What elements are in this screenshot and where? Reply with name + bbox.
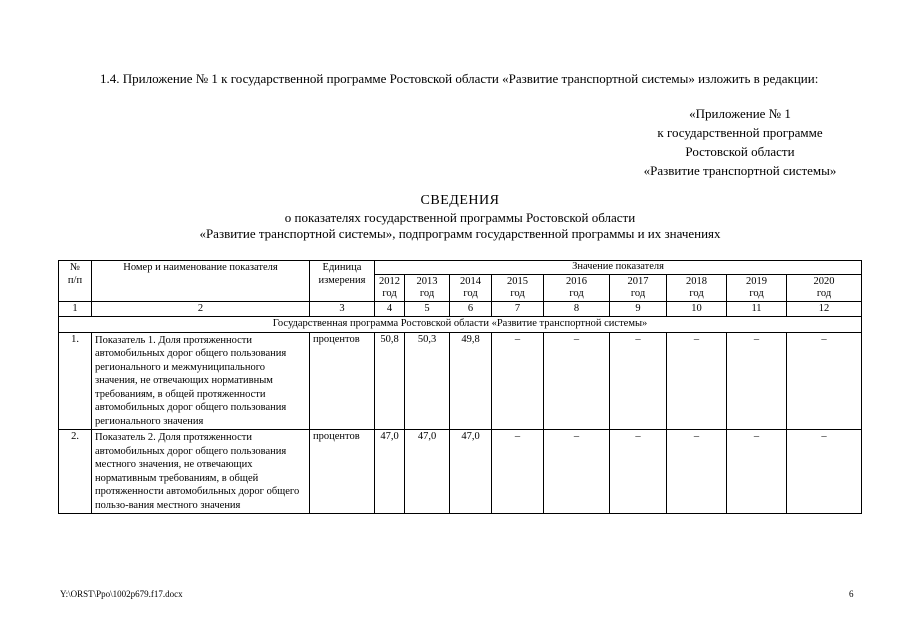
header-num: № п/п: [59, 261, 92, 302]
row-value: 47,0: [450, 430, 492, 514]
row-value: 50,8: [375, 332, 405, 430]
row-value: 47,0: [375, 430, 405, 514]
footer-file-path: Y:\ORST\Ppo\1002p679.f17.docx: [60, 589, 183, 599]
annex-line: Ростовской области: [685, 144, 795, 159]
row-unit: процентов: [310, 332, 375, 430]
annex-line: «Приложение № 1: [689, 106, 791, 121]
header-year: 2015 год: [492, 274, 544, 301]
row-value: –: [787, 430, 862, 514]
row-value: –: [492, 430, 544, 514]
document-title: [60, 193, 860, 242]
table-row: [59, 332, 862, 430]
column-number: 1: [59, 301, 92, 317]
column-number: 8: [544, 301, 610, 317]
title-line-2: о показателях государственной программы Ростовской области: [284, 210, 636, 225]
row-value: –: [492, 332, 544, 430]
column-number: 12: [787, 301, 862, 317]
column-number: 5: [405, 301, 450, 317]
row-value: –: [610, 430, 667, 514]
column-number: 3: [310, 301, 375, 317]
header-values-group: Значение показателя: [375, 261, 862, 275]
header-year: 2012 год: [375, 274, 405, 301]
row-value: –: [727, 430, 787, 514]
row-value: –: [787, 332, 862, 430]
column-number: 9: [610, 301, 667, 317]
header-year: 2014 год: [450, 274, 492, 301]
row-value: –: [544, 332, 610, 430]
row-value: 49,8: [450, 332, 492, 430]
header-year: 2017 год: [610, 274, 667, 301]
row-value: –: [667, 430, 727, 514]
column-number: 4: [375, 301, 405, 317]
section-row: [59, 317, 862, 333]
column-numbers-row: [59, 301, 862, 317]
annex-line: к государственной программе: [657, 125, 823, 140]
row-unit: процентов: [310, 430, 375, 514]
header-year: 2018 год: [667, 274, 727, 301]
intro-paragraph: 1.4. Приложение № 1 к государственной программе Ростовской области «Развитие транспортной системы» изложить в редакции:: [100, 71, 819, 86]
annex-line: «Развитие транспортной системы»: [643, 163, 837, 178]
annex-header: [600, 104, 880, 180]
table-row: [59, 430, 862, 514]
row-value: 47,0: [405, 430, 450, 514]
header-year: 2013 год: [405, 274, 450, 301]
section-title: Государственная программа Ростовской области «Развитие транспортной системы»: [59, 317, 862, 333]
row-value: –: [667, 332, 727, 430]
column-number: 7: [492, 301, 544, 317]
row-name: Показатель 1. Доля протяженности автомобильных дорог общего пользования регионального и межмуниципального значения, не отвечающих нормативным требованиям, в общей протяженности автомобильных дорог общего пользования регионального значения: [92, 332, 310, 430]
header-year: 2019 год: [727, 274, 787, 301]
indicators-table: [58, 260, 862, 514]
header-year: 2020 год: [787, 274, 862, 301]
footer-page-number: 6: [849, 589, 854, 599]
column-number: 10: [667, 301, 727, 317]
row-value: –: [610, 332, 667, 430]
header-name: Номер и наименование показателя: [92, 261, 310, 302]
table-header-row: [59, 261, 862, 275]
header-year: 2016 год: [544, 274, 610, 301]
row-value: –: [544, 430, 610, 514]
row-num: 2.: [59, 430, 92, 514]
header-unit: Единица измерения: [310, 261, 375, 302]
title-line-3: «Развитие транспортной системы», подпрограмм государственной программы и их значениях: [199, 226, 721, 241]
column-number: 2: [92, 301, 310, 317]
column-number: 11: [727, 301, 787, 317]
row-value: –: [727, 332, 787, 430]
column-number: 6: [450, 301, 492, 317]
row-num: 1.: [59, 332, 92, 430]
title-main: СВЕДЕНИЯ: [420, 193, 500, 208]
row-name: Показатель 2. Доля протяженности автомобильных дорог общего пользования местного значения, не отвечающих нормативным требованиям, в общей протяженности автомобильных дорог общего пользо-вания местного значения: [92, 430, 310, 514]
row-value: 50,3: [405, 332, 450, 430]
